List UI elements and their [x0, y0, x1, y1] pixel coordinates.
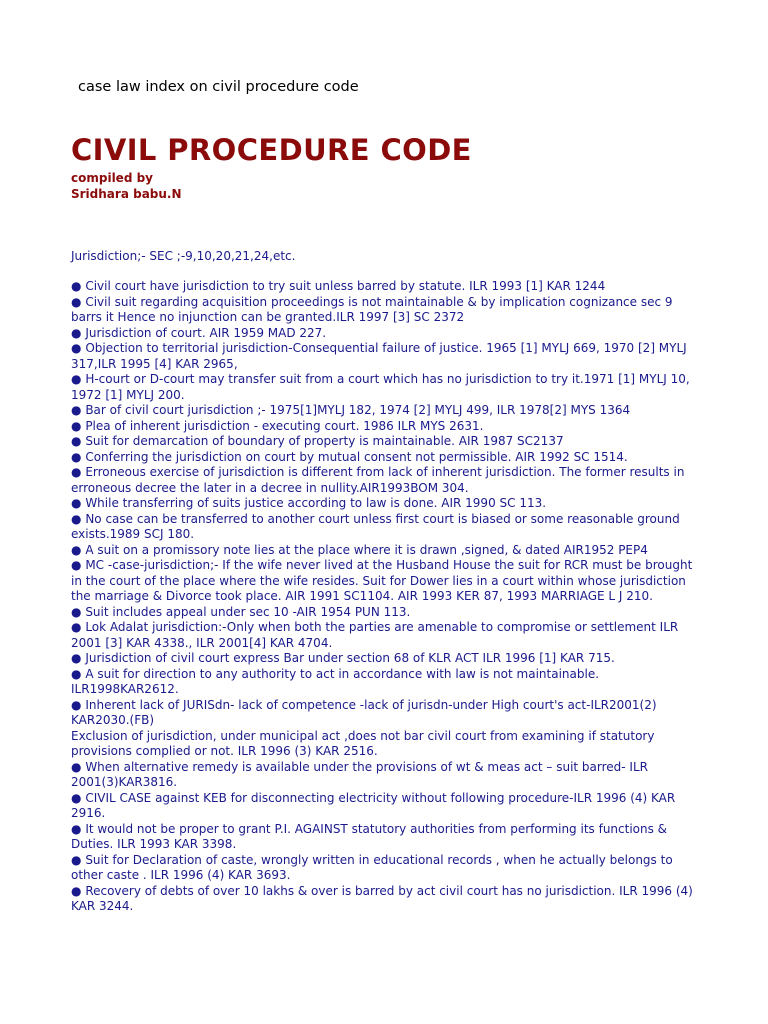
bullet-icon: ●: [71, 418, 82, 433]
case-law-text: Exclusion of jurisdiction, under municipal act ,does not bar civil court from examining if statutory provisions complied or not. ILR 1996 (3) KAR 2516.: [71, 728, 655, 758]
case-law-entry: [71, 372, 703, 403]
section-heading: Jurisdiction;- SEC ;-9,10,20,21,24,etc.: [71, 249, 296, 263]
document-title: CIVIL PROCEDURE CODE: [71, 133, 472, 167]
bullet-icon: ●: [71, 790, 82, 805]
bullet-icon: ●: [71, 341, 82, 355]
bullet-icon: ●: [71, 325, 82, 340]
document-subtitle: case law index on civil procedure code: [78, 79, 359, 95]
case-law-text: Erroneous exercise of jurisdiction is different from lack of inherent jurisdiction. The former results in erroneous decree the later in a decree in nullity.AIR1993BOM 304.: [71, 465, 685, 495]
case-law-entry: [71, 698, 703, 729]
case-law-text: Lok Adalat jurisdiction:-Only when both the parties are amenable to compromise or settlement ILR 2001 [3] KAR 4338., ILR 2001[4] KAR 4704.: [71, 620, 679, 650]
case-law-entry: [71, 341, 703, 372]
case-law-text: MC -case-jurisdiction;- If the wife never lived at the Husband House the suit for RCR must be brought in the court of the place where the wife resides. Suit for Dower lies in a court within whose jurisdiction the marriage & Divorce took place. AIR 1991 SC1104. AIR 1993 KER 87, 1993 MARRIAGE L J 210.: [71, 558, 693, 603]
case-law-entry: [71, 326, 703, 342]
bullet-icon: ●: [71, 403, 82, 417]
case-law-entry: [71, 434, 703, 450]
case-law-text: Civil suit regarding acquisition proceedings is not maintainable & by implication cognizance sec 9 barrs it Hence no injunction can be granted.ILR 1997 [3] SC 2372: [71, 294, 673, 324]
case-law-entry: [71, 729, 703, 760]
case-law-text: Recovery of debts of over 10 lakhs & over is barred by act civil court has no jurisdiction. ILR 1996 (4) KAR 3244.: [71, 883, 693, 913]
case-law-text: It would not be proper to grant P.I. AGAINST statutory authorities from performing its functions & Duties. ILR 1993 KAR 3398.: [71, 821, 668, 851]
bullet-icon: ●: [71, 542, 82, 557]
case-law-text: Inherent lack of JURISdn- lack of competence -lack of jurisdn-under High court's act-ILR2001(2) KAR2030.(FB): [71, 697, 657, 727]
case-law-entry: [71, 884, 703, 915]
bullet-icon: ●: [71, 759, 82, 774]
case-law-text: Civil court have jurisdiction to try suit unless barred by statute. ILR 1993 [1] KAR 1244: [85, 279, 606, 293]
bullet-icon: ●: [71, 279, 82, 293]
case-law-entry: [71, 496, 703, 512]
case-law-entry: [71, 651, 703, 667]
bullet-icon: ●: [71, 883, 82, 898]
case-law-entry: [71, 822, 703, 853]
case-law-entry: [71, 620, 703, 651]
case-law-text: H-court or D-court may transfer suit from a court which has no jurisdiction to try it.1971 [1] MYLJ 10, 1972 [1] MYLJ 200.: [71, 372, 690, 402]
bullet-icon: ●: [71, 496, 82, 510]
bullet-icon: ●: [71, 372, 82, 386]
case-law-text: Jurisdiction of court. AIR 1959 MAD 227.: [85, 325, 327, 340]
bullet-icon: ●: [71, 651, 82, 665]
case-law-entry: [71, 667, 703, 698]
case-law-entry: [71, 403, 703, 419]
compiled-by-block: [71, 170, 182, 202]
case-law-text: Suit for demarcation of boundary of property is maintainable. AIR 1987 SC2137: [85, 434, 564, 448]
case-law-entry: [71, 279, 703, 295]
case-law-entry: [71, 558, 703, 605]
case-law-text: Conferring the jurisdiction on court by mutual consent not permissible. AIR 1992 SC 1514.: [85, 449, 628, 464]
author-name: Sridhara babu.N: [71, 187, 182, 201]
bullet-icon: ●: [71, 294, 82, 309]
case-law-entry: [71, 295, 703, 326]
case-law-text: Suit includes appeal under sec 10 -AIR 1954 PUN 113.: [85, 604, 411, 619]
case-law-entry: [71, 791, 703, 822]
bullet-icon: ●: [71, 666, 82, 681]
case-law-entry: [71, 419, 703, 435]
case-law-text: CIVIL CASE against KEB for disconnecting electricity without following procedure-ILR 1996 (4) KAR 2916.: [71, 790, 676, 820]
case-law-entry: [71, 760, 703, 791]
case-law-text: Objection to territorial jurisdiction-Consequential failure of justice. 1965 [1] MYLJ 669, 1970 [2] MYLJ 317,ILR 1995 [4] KAR 2965,: [71, 341, 687, 371]
bullet-icon: ●: [71, 821, 82, 836]
case-law-text: Bar of civil court jurisdiction ;- 1975[1]MYLJ 182, 1974 [2] MYLJ 499, ILR 1978[2] MYS 1364: [85, 403, 631, 417]
case-law-text: A suit on a promissory note lies at the place where it is drawn ,signed, & dated AIR1952 PEP4: [85, 542, 648, 557]
case-law-text: When alternative remedy is available under the provisions of wt & meas act – suit barred- ILR 2001(3)KAR3816.: [71, 759, 648, 789]
bullet-icon: ●: [71, 620, 82, 634]
case-law-entry: [71, 450, 703, 466]
bullet-icon: ●: [71, 558, 82, 572]
bullet-icon: ●: [71, 852, 82, 867]
bullet-icon: ●: [71, 511, 82, 526]
compiled-by-label: compiled by: [71, 171, 153, 185]
case-law-text: A suit for direction to any authority to act in accordance with law is not maintainable. ILR1998KAR2612.: [71, 666, 600, 696]
case-law-list: [71, 279, 703, 915]
case-law-text: No case can be transferred to another court unless first court is biased or some reasonable ground exists.1989 SCJ 180.: [71, 511, 680, 541]
case-law-text: Suit for Declaration of caste, wrongly written in educational records , when he actually belongs to other caste . ILR 1996 (4) KAR 3693.: [71, 852, 673, 882]
case-law-text: Plea of inherent jurisdiction - executing court. 1986 ILR MYS 2631.: [85, 418, 484, 433]
bullet-icon: ●: [71, 449, 82, 464]
bullet-icon: ●: [71, 697, 82, 712]
case-law-entry: [71, 605, 703, 621]
case-law-entry: [71, 853, 703, 884]
case-law-text: Jurisdiction of civil court express Bar under section 68 of KLR ACT ILR 1996 [1] KAR 715.: [85, 651, 615, 665]
case-law-entry: [71, 543, 703, 559]
case-law-entry: [71, 512, 703, 543]
bullet-icon: ●: [71, 604, 82, 619]
case-law-entry: [71, 465, 703, 496]
bullet-icon: ●: [71, 465, 82, 479]
case-law-text: While transferring of suits justice according to law is done. AIR 1990 SC 113.: [85, 496, 547, 510]
bullet-icon: ●: [71, 434, 82, 448]
